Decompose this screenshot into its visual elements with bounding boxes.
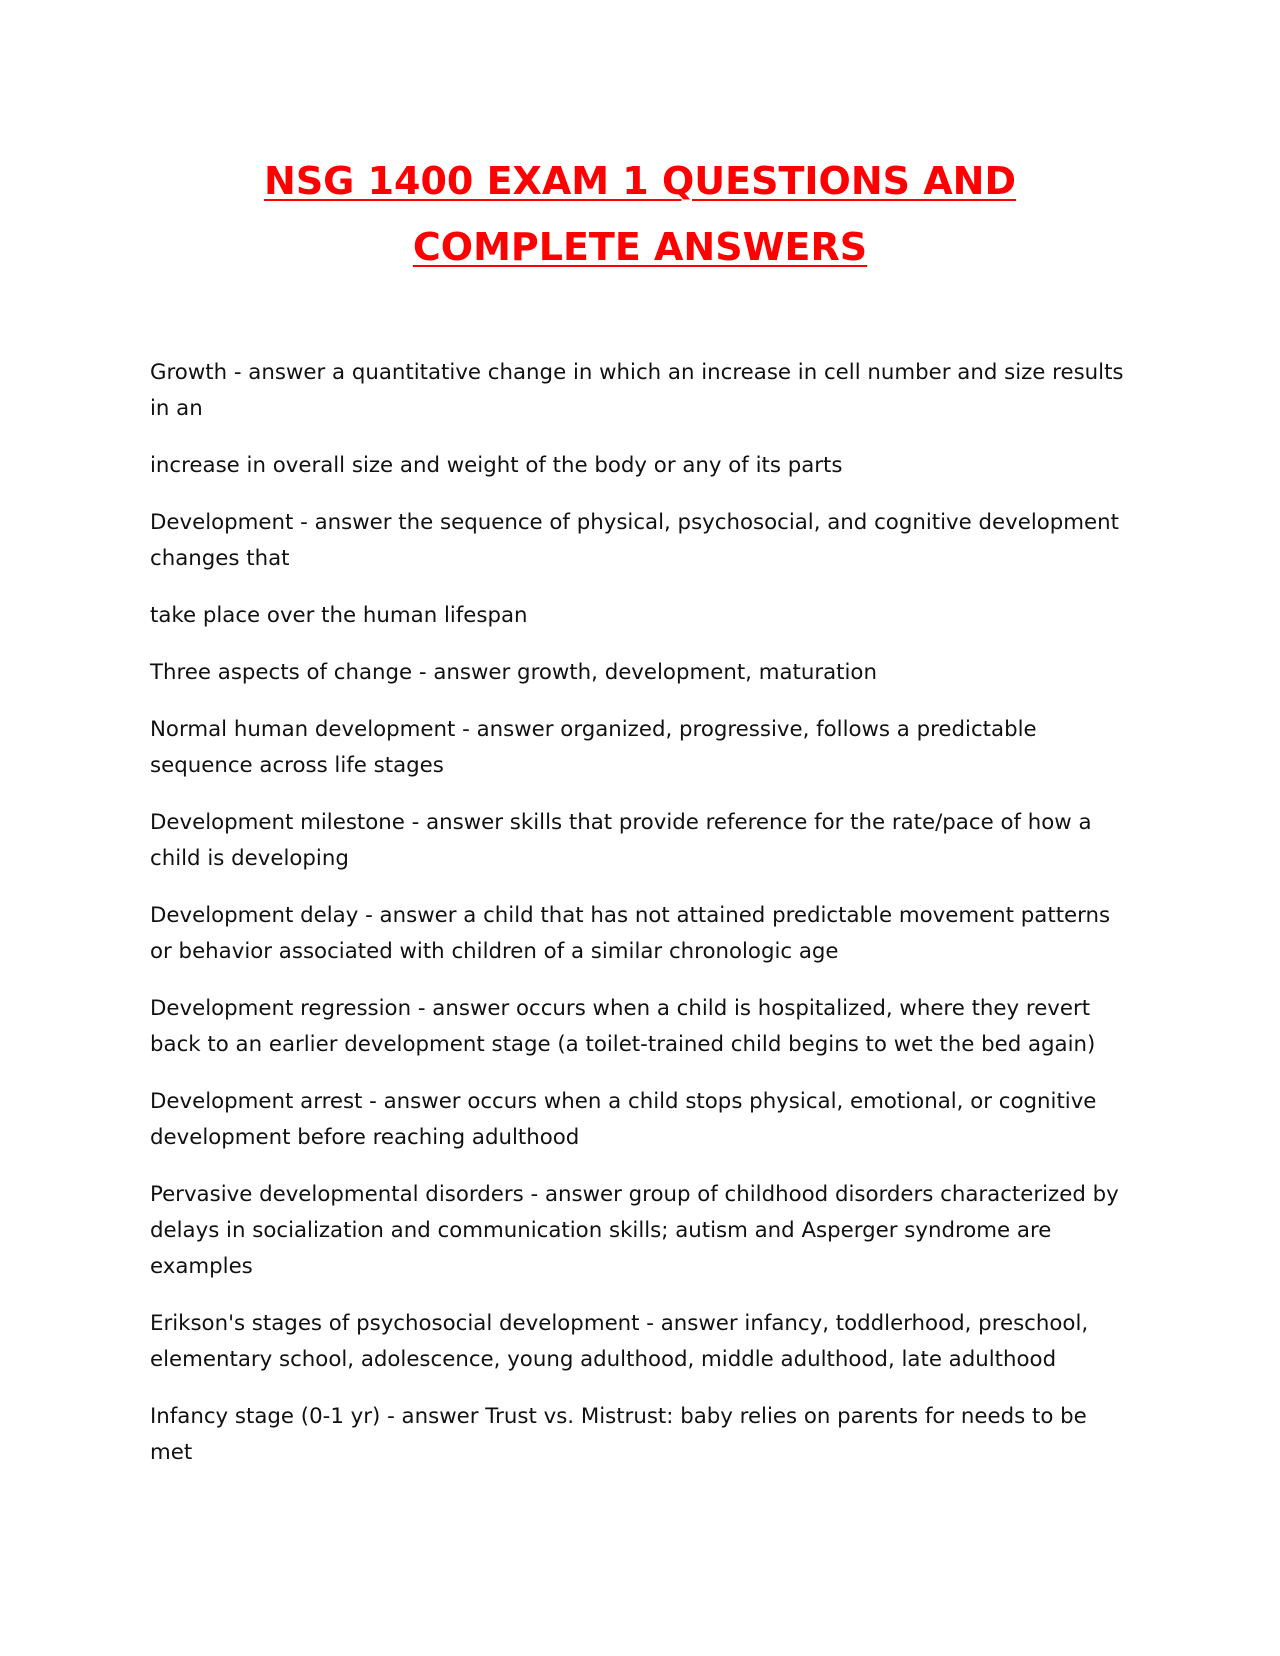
paragraph-development: Development - answer the sequence of physical, psychosocial, and cognitive development changes that <box>150 510 1119 571</box>
document-body <box>150 355 1135 1492</box>
paragraph-growth: Growth - answer a quantitative change in which an increase in cell number and size results in an <box>150 360 1124 421</box>
document-title: NSG 1400 EXAM 1 QUESTIONS AND COMPLETE ANSWERS <box>264 159 1016 269</box>
paragraph-normal-development: Normal human development - answer organized, progressive, follows a predictable sequence across life stages <box>150 717 1037 778</box>
paragraph-erikson-stages: Erikson's stages of psychosocial development - answer infancy, toddlerhood, preschool, elementary school, adolescence, young adulthood, middle adulthood, late adulthood <box>150 1311 1089 1372</box>
paragraph-development-arrest: Development arrest - answer occurs when a child stops physical, emotional, or cognitive development before reaching adulthood <box>150 1089 1097 1150</box>
paragraph-infancy-stage: Infancy stage (0-1 yr) - answer Trust vs. Mistrust: baby relies on parents for needs to be met <box>150 1404 1087 1465</box>
paragraph-development-continued: take place over the human lifespan <box>150 603 528 628</box>
paragraph-three-aspects: Three aspects of change - answer growth, development, maturation <box>150 660 877 685</box>
paragraph-growth-continued: increase in overall size and weight of the body or any of its parts <box>150 453 843 478</box>
paragraph-pervasive-disorders: Pervasive developmental disorders - answer group of childhood disorders characterized by delays in socialization and communication skills; autism and Asperger syndrome are examples <box>150 1182 1119 1279</box>
paragraph-development-delay: Development delay - answer a child that has not attained predictable movement patterns or behavior associated with children of a similar chronologic age <box>150 903 1111 964</box>
paragraph-development-milestone: Development milestone - answer skills that provide reference for the rate/pace of how a child is developing <box>150 810 1092 871</box>
paragraph-development-regression: Development regression - answer occurs when a child is hospitalized, where they revert back to an earlier development stage (a toilet-trained child begins to wet the bed again) <box>150 996 1096 1057</box>
